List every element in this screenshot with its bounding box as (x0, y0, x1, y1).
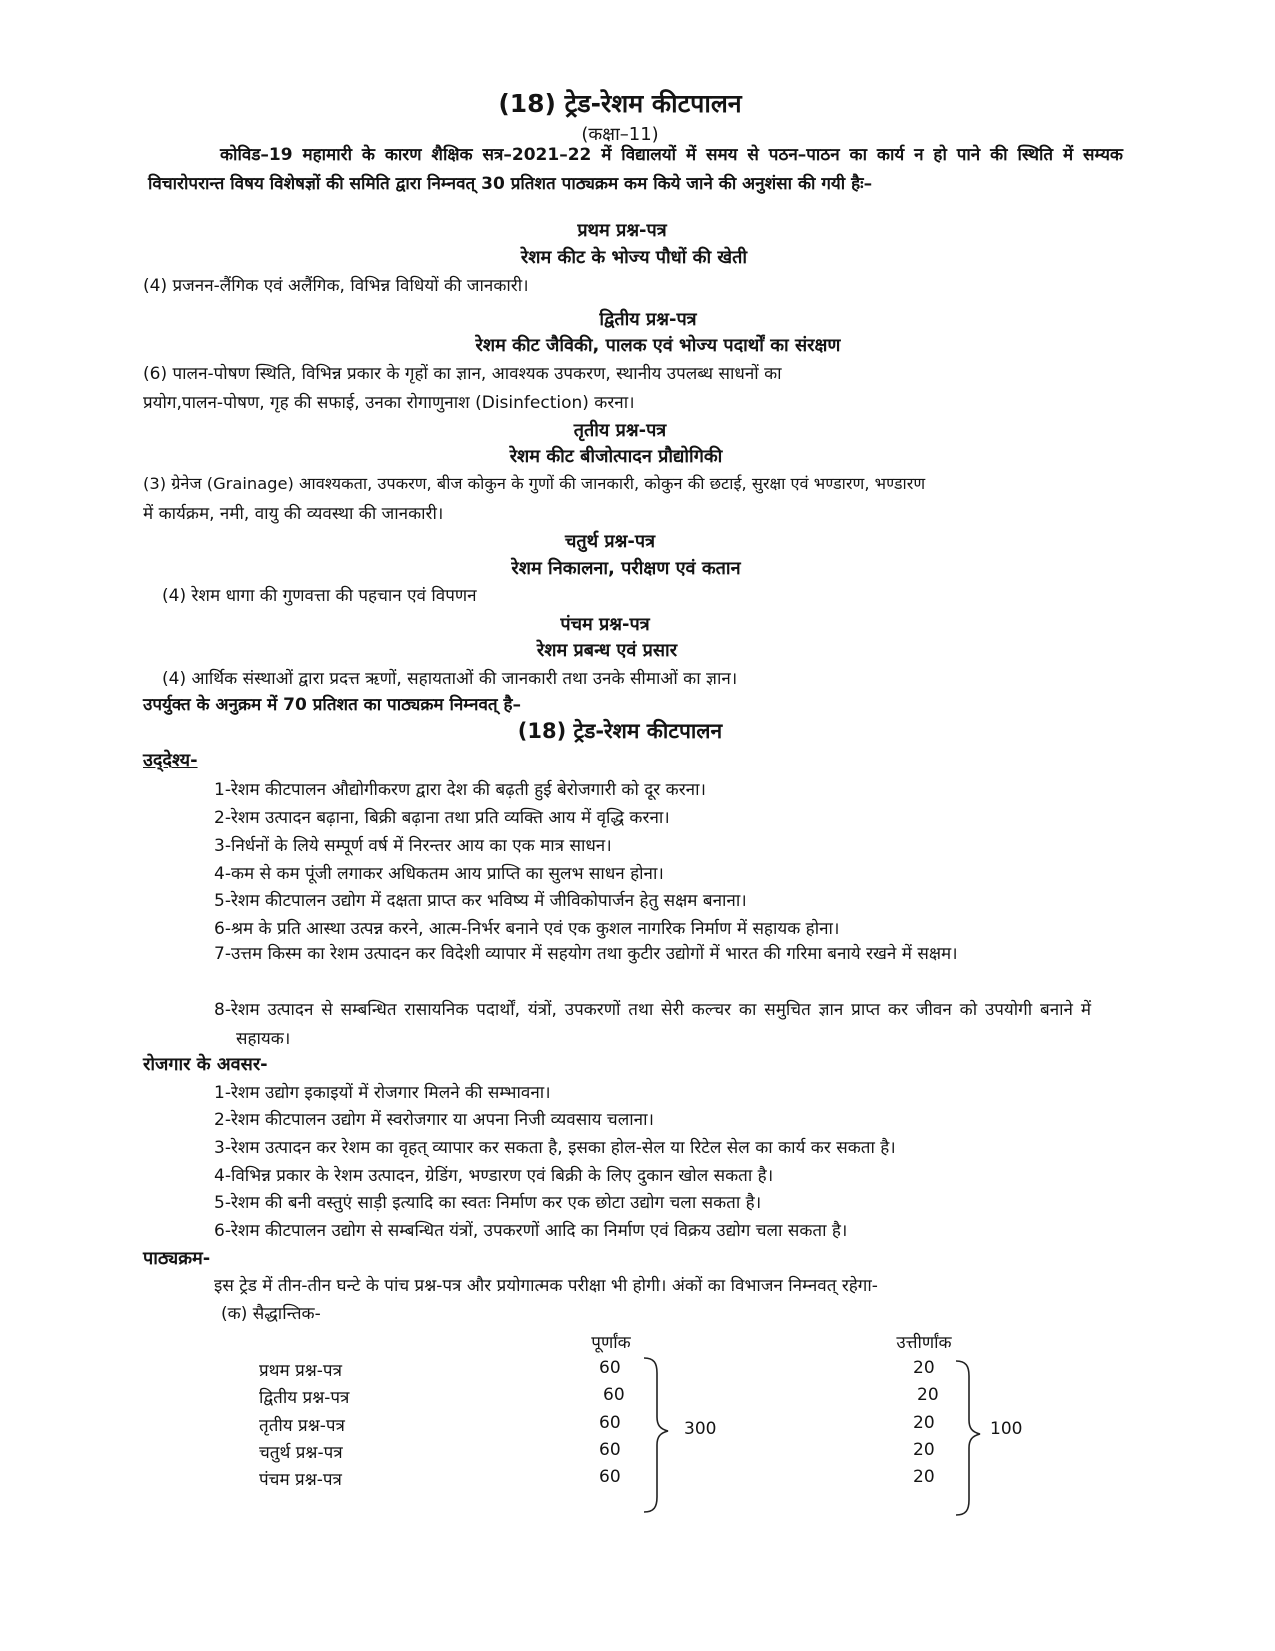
paper-1-subject: रेशम कीट के भोज्य पौधों की खेती (520, 247, 748, 268)
full-marks-brace (642, 1355, 672, 1520)
paper-1-line: (4) प्रजनन-लैंगिक एवं अलैंगिक, विभिन्न विधियों की जानकारी। (143, 276, 529, 296)
page-title: (18) ट्रेड-रेशम कीटपालन (498, 89, 742, 118)
marks-row-full: 60 (599, 1358, 621, 1378)
marks-row-full: 60 (599, 1413, 621, 1433)
paper-4-line: (4) रेशम धागा की गुणवत्ता की पहचान एवं विपणन (162, 586, 477, 606)
paper-5-subject: रेशम प्रबन्ध एवं प्रसार (536, 640, 678, 661)
intro-paragraph: कोविड–19 महामारी के कारण शैक्षिक सत्र–2021–22 में विद्यालयों में समय से पठन–पाठन का कार्य न हो पाने की स्थिति में सम्यक विचारोपरान्त विषय विशेषज्ञों की समिति द्वारा निम्नवत् 30 प्रतिशत पाठ्यक्रम कम किये जाने की अनुशंसा की गयी हैः– (148, 145, 1123, 194)
marks-row-pass: 20 (913, 1440, 935, 1460)
employment-heading: रोजगार के अवसर- (143, 1054, 268, 1075)
objective-item: 4-कम से कम पूंजी लगाकर अधिकतम आय प्राप्ति का सुलभ साधन होना। (214, 864, 664, 884)
marks-row-full: 60 (603, 1385, 625, 1405)
pass-marks-brace (954, 1358, 984, 1523)
paper-5-heading: पंचम प्रश्न-पत्र (560, 614, 650, 635)
paper-1-heading: प्रथम प्रश्न-पत्र (577, 220, 667, 241)
remaining-syllabus-line: उपर्युक्त के अनुक्रम में 70 प्रतिशत का पाठ्यक्रम निम्नवत् है– (143, 695, 522, 715)
objective-item: 2-रेशम उत्पादन बढ़ाना, बिक्री बढ़ाना तथा प्रति व्यक्ति आय में वृद्धि करना। (214, 808, 670, 828)
section-title: (18) ट्रेड-रेशम कीटपालन (517, 719, 723, 743)
objective-item: 1-रेशम कीटपालन औद्योगीकरण द्वारा देश की बढ़ती हुई बेरोजगारी को दूर करना। (214, 780, 706, 800)
pass-marks-header: उत्तीर्णांक (896, 1333, 952, 1353)
paper-2-heading: द्वितीय प्रश्न-पत्र (599, 309, 697, 330)
paper-5-line: (4) आर्थिक संस्थाओं द्वारा प्रदत्त ऋणों, सहायताओं की जानकारी तथा उनके सीमाओं का ज्ञान। (162, 669, 738, 689)
paper-3-line: में कार्यक्रम, नमी, वायु की व्यवस्था की जानकारी। (143, 504, 444, 524)
total-pass-marks: 100 (990, 1419, 1023, 1439)
marks-row-pass: 20 (913, 1413, 935, 1433)
full-marks-header: पूर्णांक (591, 1333, 631, 1353)
employment-item: 2-रेशम कीटपालन उद्योग में स्वरोजगार या अपना निजी व्यवसाय चलाना। (214, 1110, 654, 1130)
paper-2-line: प्रयोग,पालन-पोषण, गृह की सफाई, उनका रोगाणुनाश (Disinfection) करना। (143, 393, 635, 413)
paper-3-line: (3) ग्रेनेज (Grainage) आवश्यकता, उपकरण, बीज कोकुन के गुणों की जानकारी, कोकुन की छटाई, सुरक्षा एवं भण्डारण, भण्डारण (143, 474, 926, 493)
paper-3-heading: तृतीय प्रश्न-पत्र (573, 420, 667, 441)
employment-item: 6-रेशम कीटपालन उद्योग से सम्बन्धित यंत्रों, उपकरणों आदि का निर्माण एवं विक्रय उद्योग चला सकता है। (214, 1221, 848, 1241)
employment-item: 1-रेशम उद्योग इकाइयों में रोजगार मिलने की सम्भावना। (214, 1083, 551, 1103)
total-full-marks: 300 (684, 1419, 717, 1439)
objectives-heading: उद्‌देश्य- (143, 750, 198, 771)
theory-label: (क) सैद्धान्तिक- (221, 1304, 321, 1324)
objective-item: 3-निर्धनों के लिये सम्पूर्ण वर्ष में निरन्तर आय का एक मात्र साधन। (214, 836, 612, 856)
marks-row-full: 60 (599, 1467, 621, 1487)
marks-row-paper: तृतीय प्रश्न-पत्र (259, 1416, 345, 1436)
marks-row-pass: 20 (913, 1358, 935, 1378)
objective-item: 7-उत्तम किस्म का रेशम उत्पादन कर विदेशी व्यापार में सहयोग तथा कुटीर उद्योगों में भारत की गरिमा बनाये रखने में सक्षम। (214, 944, 958, 964)
paper-2-subject: रेशम कीट जैविकी, पालक एवं भोज्य पदार्थों का संरक्षण (475, 335, 841, 356)
paper-2-line: (6) पालन-पोषण स्थिति, विभिन्न प्रकार के गृहों का ज्ञान, आवश्यक उपकरण, स्थानीय उपलब्ध साधनों का (143, 364, 782, 384)
marks-row-full: 60 (599, 1440, 621, 1460)
objective-item: 6-श्रम के प्रति आस्था उत्पन्न करने, आत्म-निर्भर बनाने एवं एक कुशल नागरिक निर्माण में सहायक होना। (214, 919, 840, 939)
marks-row-pass: 20 (917, 1385, 939, 1405)
objective-item: 5-रेशम कीटपालन उद्योग में दक्षता प्राप्त कर भविष्य में जीविकोपार्जन हेतु सक्षम बनाना। (214, 891, 747, 911)
employment-item: 4-विभिन्न प्रकार के रेशम उत्पादन, ग्रेडिंग, भण्डारण एवं बिक्री के लिए दुकान खोल सकता है। (214, 1166, 774, 1186)
syllabus-heading: पाठ्यक्रम- (143, 1248, 211, 1269)
marks-row-paper: चतुर्थ प्रश्न-पत्र (259, 1443, 343, 1463)
marks-row-paper: द्वितीय प्रश्न-पत्र (259, 1388, 350, 1408)
marks-row-pass: 20 (913, 1467, 935, 1487)
employment-item: 3-रेशम उत्पादन कर रेशम का वृहत् व्यापार कर सकता है, इसका होल-सेल या रिटेल सेल का कार्य कर सकता है। (214, 1138, 896, 1158)
marks-row-paper: पंचम प्रश्न-पत्र (259, 1470, 342, 1490)
paper-4-subject: रेशम निकालना, परीक्षण एवं कतान (511, 558, 741, 579)
objective-item: 8-रेशम उत्पादन से सम्बन्धित रासायनिक पदार्थों, यंत्रों, उपकरणों तथा सेरी कल्चर का समुचित ज्ञान प्राप्त कर जीवन को उपयोगी बनाने में सहायक। (214, 1000, 1091, 1049)
syllabus-text: इस ट्रेड में तीन-तीन घन्टे के पांच प्रश्न-पत्र और प्रयोगात्मक परीक्षा भी होगी। अंकों का विभाजन निम्नवत् रहेगा- (214, 1276, 878, 1296)
class-label: (कक्षा–11) (581, 124, 659, 145)
paper-4-heading: चतुर्थ प्रश्न-पत्र (564, 531, 656, 552)
paper-3-subject: रेशम कीट बीजोत्पादन प्रौद्योगिकी (509, 446, 723, 467)
marks-row-paper: प्रथम प्रश्न-पत्र (259, 1361, 342, 1381)
employment-item: 5-रेशम की बनी वस्तुएं साड़ी इत्यादि का स्वतः निर्माण कर एक छोटा उद्योग चला सकता है। (214, 1193, 762, 1213)
